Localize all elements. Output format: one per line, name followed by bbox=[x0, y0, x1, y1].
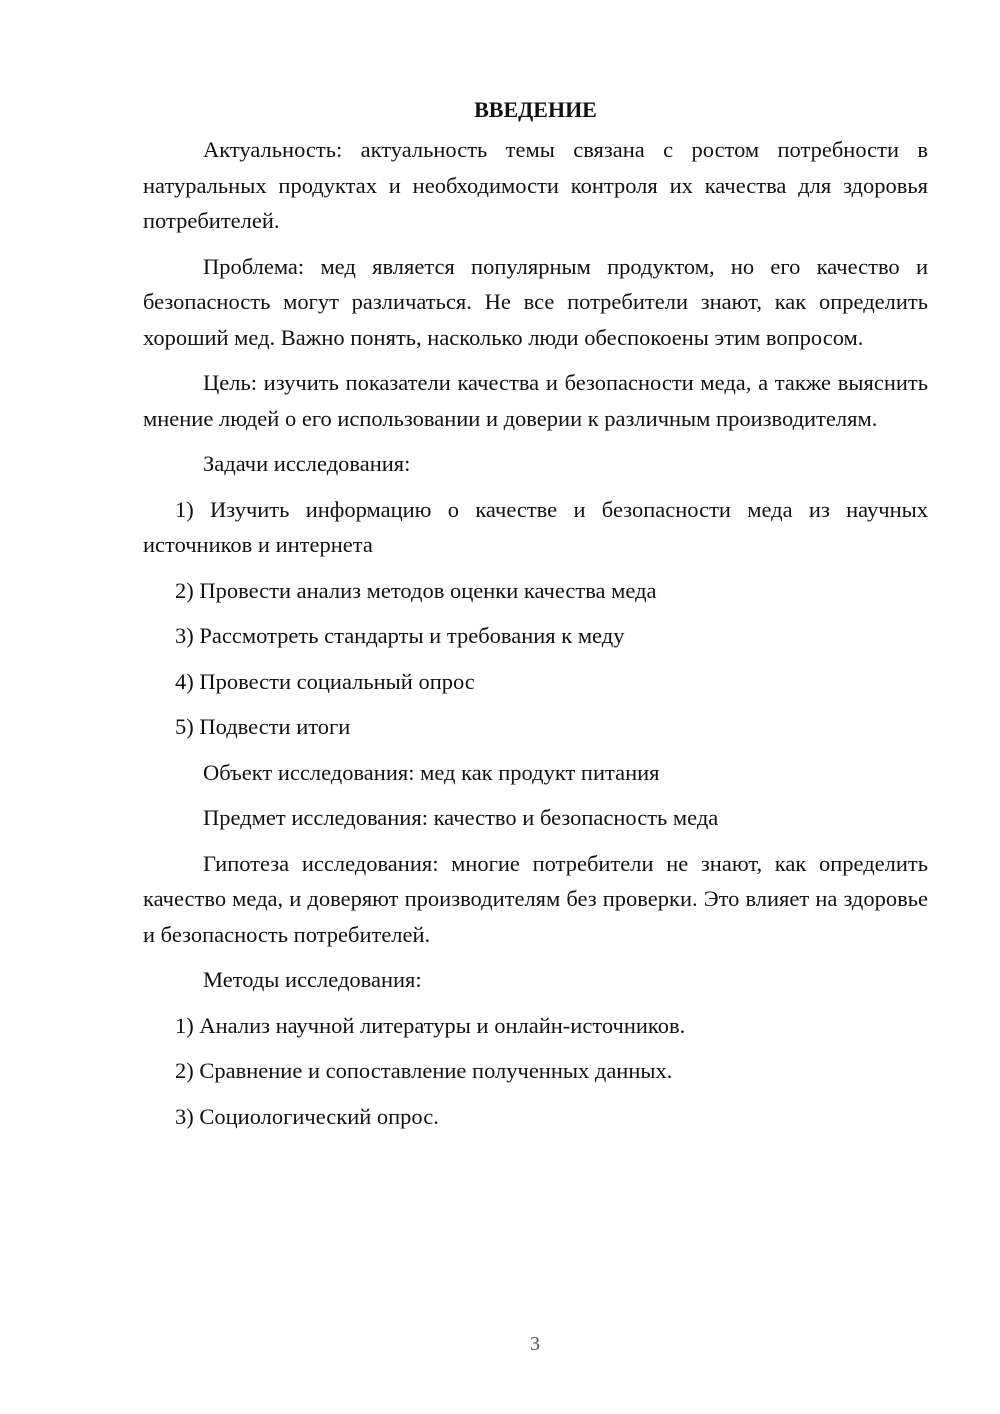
method-item-1: 1) Анализ научной литературы и онлайн-источников. bbox=[175, 1012, 686, 1038]
task-item-5: 5) Подвести итоги bbox=[175, 714, 351, 739]
task-item-2: 2) Провести анализ методов оценки качества меда bbox=[175, 577, 657, 603]
task-item-1: 1) Изучить информацию о качестве и безопасности меда из научных источников и интернета bbox=[143, 496, 928, 557]
goal-paragraph: Цель: изучить показатели качества и безопасности меда, а также выяснить мнение людей о его использовании и доверии к различным производителям. bbox=[143, 370, 928, 431]
document-body bbox=[143, 92, 928, 1144]
research-subject: Предмет исследования: качество и безопасность меда bbox=[203, 805, 719, 830]
section-heading: ВВЕДЕНИЕ bbox=[474, 97, 597, 122]
relevance-paragraph: Актуальность: актуальность темы связана с ростом потребности в натуральных продуктах и необходимости контроля их качества для здоровья потребителей. bbox=[143, 137, 928, 233]
hypothesis-paragraph: Гипотеза исследования: многие потребители не знают, как определить качество меда, и доверяют производителям без проверки. Это влияет на здоровье и безопасность потребителей. bbox=[143, 850, 928, 947]
tasks-heading: Задачи исследования: bbox=[203, 451, 411, 476]
method-item-3: 3) Социологический опрос. bbox=[175, 1103, 439, 1129]
problem-paragraph: Проблема: мед является популярным продуктом, но его качество и безопасность могут различаться. Не все потребители знают, как определить хороший мед. Важно понять, насколько люди обеспокоены этим вопросом. bbox=[143, 253, 928, 350]
method-item-2: 2) Сравнение и сопоставление полученных данных. bbox=[175, 1058, 673, 1083]
task-item-3: 3) Рассмотреть стандарты и требования к меду bbox=[175, 623, 625, 648]
methods-heading: Методы исследования: bbox=[203, 967, 422, 992]
task-item-4: 4) Провести социальный опрос bbox=[175, 668, 475, 694]
research-object: Объект исследования: мед как продукт питания bbox=[203, 759, 660, 785]
page-number: 3 bbox=[530, 1333, 540, 1355]
